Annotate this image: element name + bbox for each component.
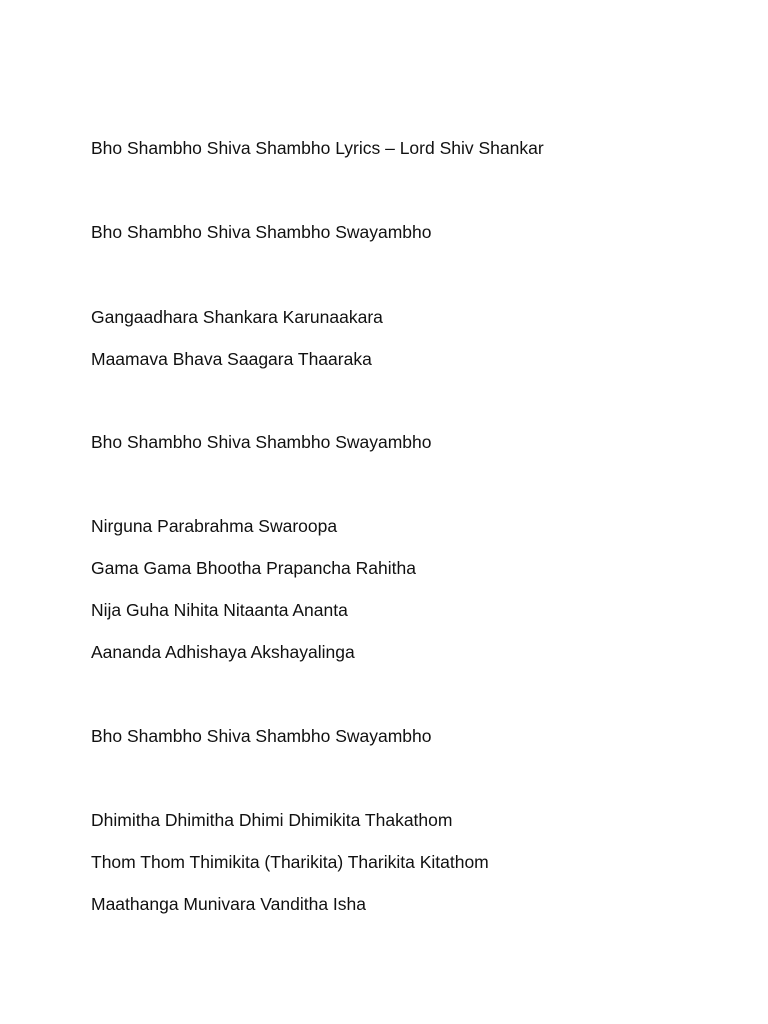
lyric-line: Aananda Adhishaya Akshayalinga	[91, 642, 355, 662]
lyric-line: Bho Shambho Shiva Shambho Swayambho	[91, 222, 432, 242]
lyric-line: Nija Guha Nihita Nitaanta Ananta	[91, 600, 348, 620]
lyric-line: Maathanga Munivara Vanditha Isha	[91, 894, 366, 914]
lyric-line: Bho Shambho Shiva Shambho Swayambho	[91, 432, 432, 452]
lyric-line: Maamava Bhava Saagara Thaaraka	[91, 349, 372, 369]
lyric-line: Bho Shambho Shiva Shambho Swayambho	[91, 726, 432, 746]
lyric-line: Dhimitha Dhimitha Dhimi Dhimikita Thakathom	[91, 810, 453, 830]
document-title: Bho Shambho Shiva Shambho Lyrics – Lord Shiv Shankar	[91, 138, 544, 158]
lyric-line: Thom Thom Thimikita (Tharikita) Tharikita Kitathom	[91, 852, 489, 872]
lyric-line: Gangaadhara Shankara Karunaakara	[91, 307, 383, 327]
lyric-line: Nirguna Parabrahma Swaroopa	[91, 516, 338, 536]
lyric-line: Gama Gama Bhootha Prapancha Rahitha	[91, 558, 416, 578]
